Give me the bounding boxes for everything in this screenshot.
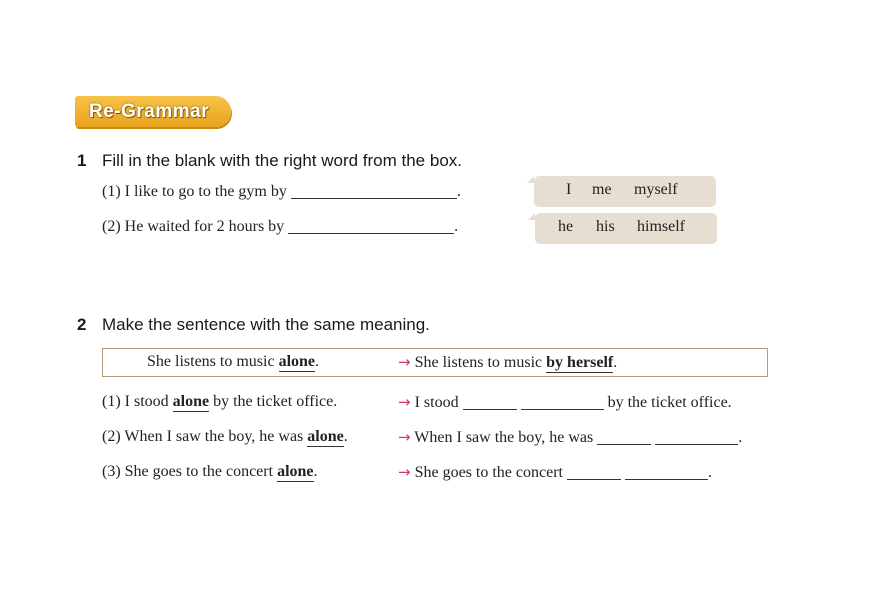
- q2-instruction: Make the sentence with the same meaning.: [102, 315, 430, 334]
- q2-item-2-suffix: .: [343, 428, 348, 445]
- word-box-row-1: [534, 176, 716, 207]
- arrow-icon: →: [398, 393, 411, 411]
- q2-item-3-right-suffix: .: [707, 464, 712, 481]
- q2-item-2-blank-2[interactable]: [655, 428, 738, 445]
- q2-item-1-suffix: by the ticket office.: [213, 393, 338, 410]
- word-me: me: [592, 181, 612, 198]
- q2-item-3-bold: alone: [277, 463, 314, 480]
- q1-item-2-prefix: (2) He waited for 2 hours by: [102, 218, 285, 235]
- example-right: [398, 353, 617, 372]
- q1-item-2-suffix: .: [454, 218, 459, 235]
- q1-instruction: Fill in the blank with the right word from the box.: [102, 151, 462, 170]
- q2-item-2-prefix: (2) When I saw the boy, he was: [102, 428, 304, 445]
- q2-item-3-right: [398, 463, 712, 482]
- q2-item-3-prefix: (3) She goes to the concert: [102, 463, 274, 480]
- q1-item-2: [102, 217, 458, 236]
- example-left-suffix: .: [315, 353, 320, 370]
- q2-item-1-prefix: (1) I stood: [102, 393, 169, 410]
- q2-item-3-left: [102, 463, 318, 481]
- q2-number: 2: [77, 315, 87, 334]
- example-right-suffix: .: [613, 354, 618, 371]
- q2-item-1-right-prefix: I stood: [414, 394, 459, 411]
- q2-item-1-blank-1[interactable]: [463, 393, 517, 410]
- word-his: his: [596, 218, 615, 235]
- q2-item-1-bold: alone: [172, 393, 210, 410]
- q2-item-2-left: [102, 428, 348, 446]
- word-himself: himself: [637, 218, 685, 235]
- arrow-icon: →: [398, 463, 411, 481]
- example-left: [147, 353, 319, 371]
- q1-number: 1: [77, 151, 87, 170]
- q2-item-2-right-suffix: .: [738, 429, 743, 446]
- arrow-icon: →: [398, 428, 411, 446]
- q1-item-1-prefix: (1) I like to go to the gym by: [102, 183, 287, 200]
- example-right-prefix: She listens to music: [414, 354, 543, 371]
- q2-item-2-right-prefix: When I saw the boy, he was: [414, 429, 594, 446]
- q1-item-1-suffix: .: [456, 183, 461, 200]
- q1-item-1-blank[interactable]: [291, 182, 457, 199]
- example-right-bold: by herself: [546, 354, 614, 371]
- word-box-tail-2: [528, 213, 535, 220]
- word-box-tail: [527, 176, 534, 183]
- q1-item-1: [102, 182, 461, 201]
- q2-item-2-blank-1[interactable]: [597, 428, 651, 445]
- q2-item-2-right: [398, 428, 742, 447]
- word-he: he: [558, 218, 574, 235]
- badge-label: Re-Grammar: [89, 101, 210, 122]
- q2-item-2-bold: alone: [307, 428, 344, 445]
- example-left-bold: alone: [278, 353, 316, 370]
- q2-item-1-right: [398, 393, 732, 412]
- word-myself: myself: [634, 181, 678, 198]
- q2-item-1-right-suffix: by the ticket office.: [607, 394, 732, 411]
- arrow-icon: →: [398, 353, 411, 371]
- q2-item-1-left: [102, 393, 337, 411]
- re-grammar-badge: [75, 96, 231, 127]
- q2-item-3-blank-2[interactable]: [625, 463, 708, 480]
- q2-item-3-right-prefix: She goes to the concert: [414, 464, 563, 481]
- q2-item-3-suffix: .: [313, 463, 318, 480]
- word-I: I: [566, 181, 572, 198]
- q1-item-2-blank[interactable]: [288, 217, 454, 234]
- word-box-row-2: [535, 213, 717, 244]
- q2-item-1-blank-2[interactable]: [521, 393, 604, 410]
- q2-item-3-blank-1[interactable]: [567, 463, 621, 480]
- example-left-prefix: She listens to music: [147, 353, 275, 370]
